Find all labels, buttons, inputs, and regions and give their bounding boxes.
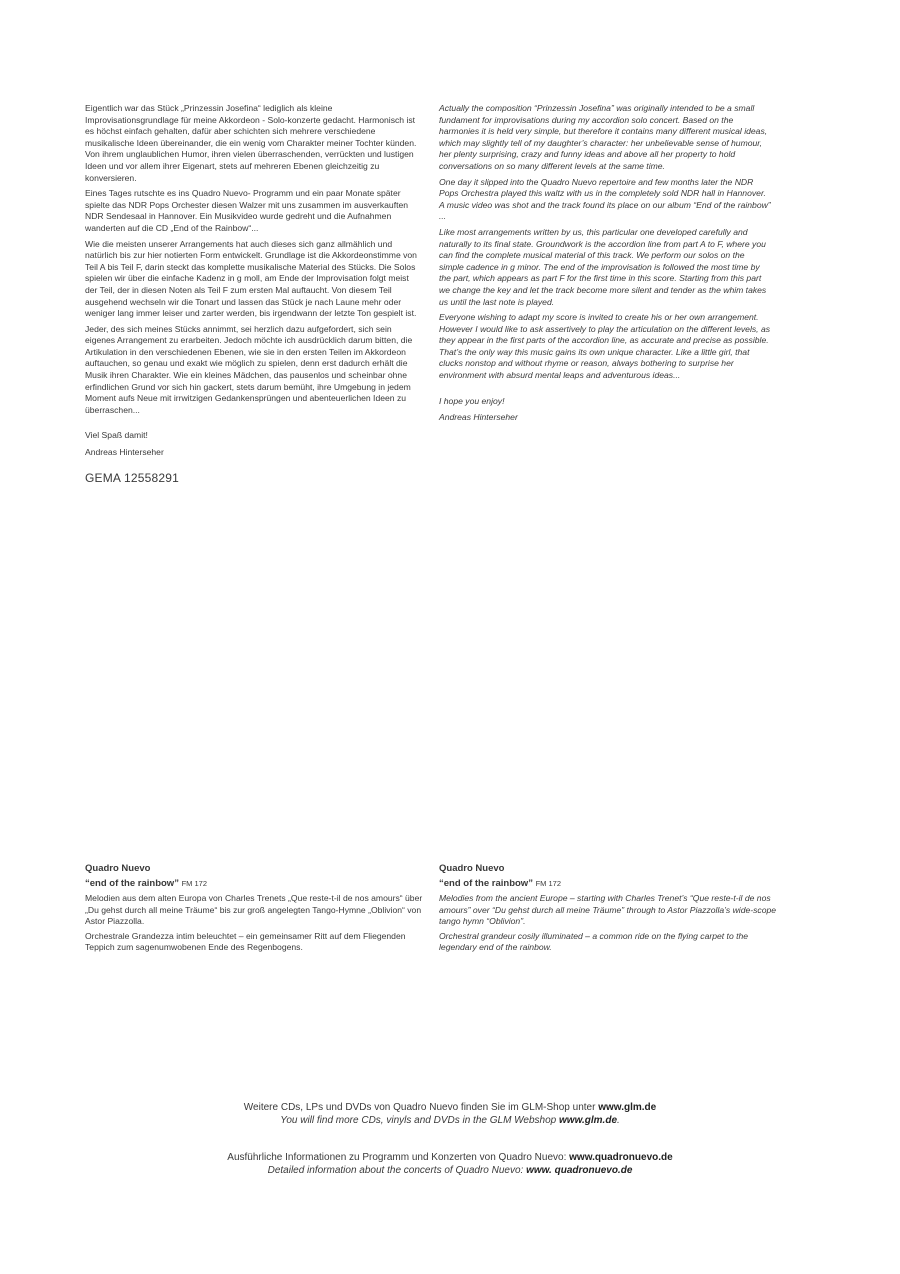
english-paragraph: One day it slipped into the Quadro Nuevo repertoire and few months later the NDR Pops Orchestra played this waltz with us in the completely sold NDR hall in Hannover. A music video was shot and the track found its place on our album “End of the rainbow” ...	[439, 176, 771, 222]
glm-link-en[interactable]: www.glm.de	[559, 1115, 617, 1126]
info-line-german: Ausführliche Informationen zu Programm und Konzerten von Quadro Nuevo: www.quadronuevo.de	[227, 1152, 673, 1163]
german-paragraph: Eigentlich war das Stück „Prinzessin Josefina“ lediglich als kleine Improvisationsgrundlage für meine Akkordeon - Solo-konzerte gedacht. Harmonisch ist es höchst einfach gehalten, dafür aber schichten sich mehrere verschiedene musikalische Ideen übereinander, die ein wenig vom Charakter meiner Tochter künden. Von ihrem unglaublichen Humor, ihren vielen überraschenden, verrückten und lustigen Ideen und vor allem ihrer Eigenart, stets auf mehreren Ebenen gleichzeitig zu konversieren.	[85, 103, 417, 183]
album-info-german	[85, 863, 425, 957]
album-description: Orchestrale Grandezza intim beleuchtet – ein gemeinsamer Ritt auf dem Fliegenden Teppich zum sagenumwobenen Ende des Regenbogens.	[85, 930, 406, 953]
german-text-column	[85, 103, 417, 484]
german-author: Andreas Hinterseher	[85, 447, 164, 458]
album-description: Melodies from the ancient Europe – starting with Charles Trenet’s “Que reste-t-il de nos amours” over “Du gehst durch all meine Träume” through to Astor Piazzolla’s wide-scope tango hymn “Oblivion”.	[439, 893, 777, 927]
album-title: “end of the rainbow”	[85, 878, 179, 889]
german-signature	[85, 430, 417, 458]
quadronuevo-link-en[interactable]: www. quadronuevo.de	[526, 1165, 633, 1176]
album-description: Melodien aus dem alten Europa von Charles Trenets „Que reste-t-il de nos amours“ über „Du gehst durch all meine Träume“ bis zur groß angelegten Tango-Hymne „Oblivion“ von Astor Piazzolla.	[85, 893, 423, 927]
gema-number: GEMA 12558291	[85, 470, 180, 485]
album-info-english	[439, 863, 779, 957]
english-paragraph: Actually the composition “Prinzessin Josefina” was originally intended to be a small fundament for improvisations during my accordion solo concert. Based on the harmonies it is held very simple, but therefore it contains many different musical ideas, which may slightly tell of my daughter’s character: her unbelievable sense of humour, her plenty surprising, crazy and funny ideas and above all her property to hold conversations on so many different levels at the same time.	[439, 103, 768, 171]
german-paragraph: Wie die meisten unserer Arrangements hat auch dieses sich ganz allmählich und natürlich bis zur hier notierten Form entwickelt. Grundlage ist die Akkordeonstimme von Teil A bis Teil F, darin steckt das komplette musikalische Material des Stücks. Die Solos spielen wir über die einfache Kadenz in g moll, am Ende der Improvisation folgt meist der Teil, der in diesen Noten als Teil F zum ersten Mal auftaucht. Von diesem Teil ausgehend wechseln wir die Tonart und lassen das Stück je nach Laune mehr oder weniger lang immer leiser und zarter werden, bis irgendwann der letzte Ton gespielt ist.	[85, 238, 417, 319]
quadronuevo-link[interactable]: www.quadronuevo.de	[569, 1152, 673, 1163]
english-paragraph: Everyone wishing to adapt my score is invited to create his or her own arrangement. However I would like to ask assertively to play the articulation on the different levels, as they appear in the first parts of the accordion line, as accurate and precise as possible. That’s the only way this music gains its own unique character. Like a little girl, that clucks nonstop and without rhyme or reason, always bothering to surprise her environment with absurd mental leaps and adventurous ideas...	[439, 312, 771, 381]
english-closing: I hope you enjoy!	[439, 395, 505, 406]
album-band: Quadro Nuevo	[85, 863, 151, 874]
english-author: Andreas Hinterseher	[439, 412, 518, 423]
german-paragraph: Jeder, des sich meines Stücks annimmt, sei herzlich dazu aufgefordert, sich sein eigenes Arrangement zu erarbeiten. Jedoch möchte ich ausdrücklich darum bitten, die Artikulation in den verschiedenen Ebenen, wie sie in den ersten Teilen im Akkordeon auftauchen, so genau und exakt wie möglich zu spielen, denn erst dadurch erhält die Musik ihren Charakter. Wie ein kleines Mädchen, das pausenlos und scheinbar ohne erfindlichen Grund vor sich hin gackert, stets darum bemüht, ihre Umgebung in jedem Moment aufs Neue mit irrwitzigen Gedankensprüngen und abenteuerlichen Ideen zu überraschen...	[85, 323, 413, 415]
album-catalog: FM 172	[535, 879, 562, 888]
album-title-line	[85, 878, 425, 890]
shop-line-german: Weitere CDs, LPs und DVDs von Quadro Nuevo finden Sie im GLM-Shop unter www.glm.de	[243, 1102, 657, 1113]
english-paragraph: Like most arrangements written by us, this particular one developed carefully and naturally to its final state. Groundwork is the accordion line from part A to F, where you can find the complete musical material of this track. We perform our solos on the simple cadence in g minor. The end of the improvisation is followed the most time by the part, which appears as part F for the first time in this score. Starting from this part we change the key and let the track become more silent and tender as the whim takes us until the last note is played.	[439, 226, 767, 307]
german-closing: Viel Spaß damit!	[85, 430, 148, 441]
album-description: Orchestral grandeur cosily illuminated – a common ride on the flying carpet to the legendary end of the rainbow.	[439, 930, 749, 953]
album-title-line	[439, 878, 779, 890]
album-title: “end of the rainbow”	[439, 878, 533, 889]
footer-concert-info	[0, 1151, 900, 1177]
german-paragraph: Eines Tages rutschte es ins Quadro Nuevo- Programm und ein paar Monate später spielte das NDR Pops Orchester diesen Walzer mit uns zusammen im ausverkauften NDR Sendesaal in Hannover. Ein Musikvideo wurde gedreht und die Aufnahmen wanderten auf die CD „End of the Rainbow“...	[85, 188, 409, 233]
footer-shop-info	[0, 1101, 900, 1127]
info-line-english: Detailed information about the concerts of Quadro Nuevo: www. quadronuevo.de	[267, 1165, 633, 1176]
english-signature	[439, 396, 771, 424]
shop-line-english: You will find more CDs, vinyls and DVDs in the GLM Webshop www.glm.de.	[280, 1115, 620, 1126]
glm-link[interactable]: www.glm.de	[598, 1102, 657, 1113]
english-text-column	[439, 103, 771, 429]
album-catalog: FM 172	[181, 879, 208, 888]
album-band: Quadro Nuevo	[439, 863, 505, 874]
